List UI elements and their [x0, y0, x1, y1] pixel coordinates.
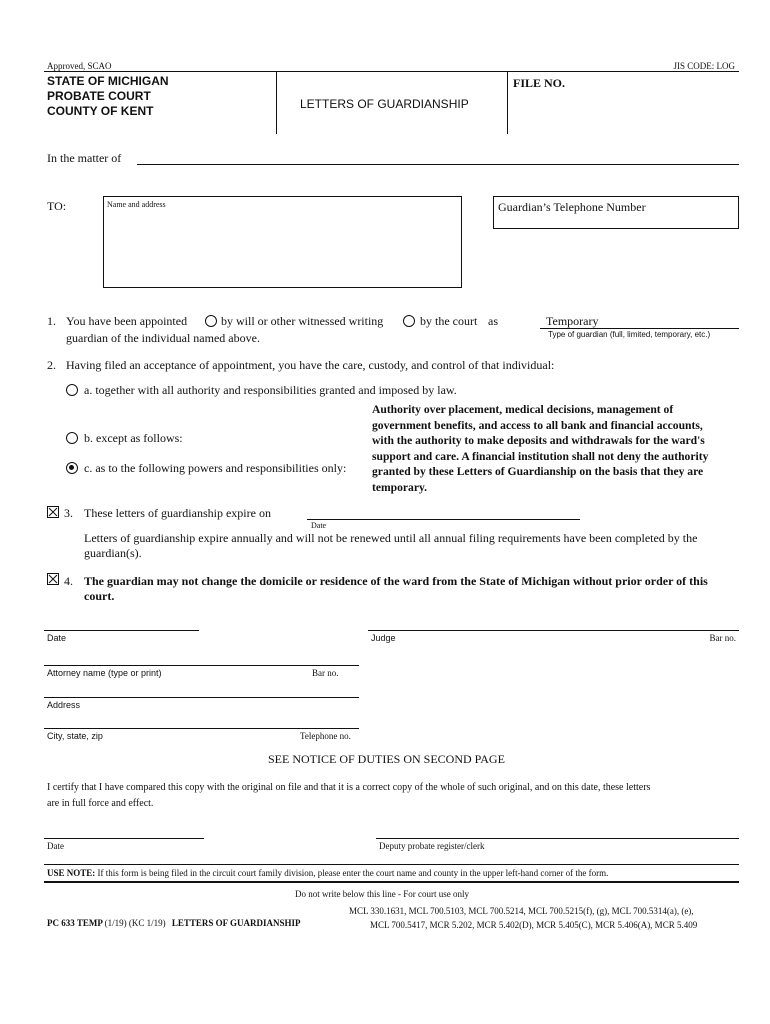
guardian-type-field: [540, 328, 739, 329]
radio-opt-c[interactable]: [66, 462, 78, 474]
date-signature-line[interactable]: [44, 630, 199, 631]
notice-text: SEE NOTICE OF DUTIES ON SECOND PAGE: [268, 752, 505, 766]
certify-date-line[interactable]: [44, 838, 204, 839]
item2-number: 2.: [47, 358, 56, 372]
item3-number: 3.: [64, 506, 73, 520]
certify-date-caption: Date: [47, 841, 64, 851]
address-line[interactable]: [44, 697, 359, 698]
item3-checkbox[interactable]: [47, 506, 59, 518]
date-caption: Date: [47, 633, 67, 643]
opt-will-label: by will or other witnessed writing: [221, 314, 384, 328]
form-title: LETTERS OF GUARDIANSHIP: [300, 97, 469, 111]
phone-box[interactable]: [493, 196, 739, 229]
court-use-note: Do not write below this line - For court use only: [295, 889, 469, 899]
address-caption: Address: [47, 700, 81, 710]
matter-label: In the matter of: [47, 151, 122, 165]
radio-opt-b[interactable]: [66, 432, 78, 444]
opt-b-label: b. except as follows:: [84, 431, 183, 445]
matter-field[interactable]: [137, 164, 739, 165]
item2-text: Having filed an acceptance of appointment, you have the care, custody, and control of that individual:: [66, 358, 555, 372]
as-text: as: [488, 314, 498, 328]
item4-checkbox[interactable]: [47, 573, 59, 585]
court-state: STATE OF MICHIGAN: [47, 74, 169, 88]
telephone-caption: Telephone no.: [300, 731, 351, 741]
opt-a-label: a. together with all authority and responsibilities granted and imposed by law.: [84, 383, 457, 397]
citations-1: MCL 330.1631, MCL 700.5103, MCL 700.5214, MCL 700.5215(f), (g), MCL 700.5314(a), (e),: [349, 906, 694, 916]
form-name: LETTERS OF GUARDIANSHIP: [171, 918, 301, 928]
opt-c-label: c. as to the following powers and responsibilities only:: [84, 461, 347, 475]
judge-signature-line[interactable]: [368, 630, 739, 631]
form-id: PC 633 TEMP: [47, 918, 103, 928]
radio-by-court[interactable]: [403, 315, 415, 327]
authority-text[interactable]: Authority over placement, medical decisions, management of government benefits, and access to all bank and financial accounts, with the authority to make deposits and withdrawals for the ward's support and care. A financial institution shall not deny the authority granted by these Letters of Guardianship on the basis that they are temporary.: [372, 403, 709, 494]
attorney-line[interactable]: [44, 665, 359, 666]
use-note-text: If this form is being filed in the circuit court family division, please enter the court name and county in the upper left-hand corner of the form.: [97, 868, 609, 878]
court-name: PROBATE COURT: [47, 89, 151, 103]
guardian-type-caption: Type of guardian (full, limited, temporary, etc.): [548, 330, 711, 339]
item1-text-b: guardian of the individual named above.: [66, 331, 260, 345]
city-line[interactable]: [44, 728, 359, 729]
item1-text-a: You have been appointed: [66, 314, 188, 328]
certify-text: I certify that I have compared this copy with the original on file and that it is a correct copy of the whole of such original, and on this date, these letters are in full force and effect.: [47, 782, 651, 809]
check-x-icon: [48, 507, 58, 517]
item4-text: The guardian may not change the domicile or residence of the ward from the State of Michigan without prior order of this court.: [84, 574, 708, 603]
use-note: [47, 868, 608, 878]
approved-label: Approved, SCAO: [47, 61, 112, 71]
form-rev: (1/19) (KC 1/19): [104, 918, 166, 928]
attorney-caption: Attorney name (type or print): [47, 668, 162, 678]
citations-2: MCL 700.5417, MCR 5.202, MCR 5.402(D), MCR 5.405(C), MCR 5.406(A), MCR 5.409: [370, 920, 698, 930]
attorney-bar-caption: Bar no.: [312, 668, 339, 678]
item4-number: 4.: [64, 574, 73, 588]
to-label: TO:: [47, 199, 67, 213]
opt-court-label: by the court: [420, 314, 478, 328]
phone-label: Guardian’s Telephone Number: [498, 200, 646, 214]
court-block: [47, 74, 169, 119]
form-id-block: [47, 918, 301, 928]
expire-date-caption: Date: [311, 521, 327, 530]
judge-caption: Judge: [371, 633, 396, 643]
deputy-line[interactable]: [376, 838, 739, 839]
use-note-label: USE NOTE:: [47, 868, 96, 878]
radio-opt-a[interactable]: [66, 384, 78, 396]
jis-code: JIS CODE: LOG: [673, 61, 735, 71]
file-no-label: FILE NO.: [513, 76, 566, 90]
court-county: COUNTY OF KENT: [47, 104, 154, 118]
deputy-caption: Deputy probate register/clerk: [379, 841, 485, 851]
name-address-box[interactable]: [103, 196, 462, 288]
item1-number: 1.: [47, 314, 56, 328]
radio-by-will[interactable]: [205, 315, 217, 327]
guardian-type-value[interactable]: Temporary: [546, 314, 599, 328]
name-address-label: Name and address: [107, 200, 166, 209]
check-x-icon: [48, 574, 58, 584]
city-caption: City, state, zip: [47, 731, 103, 741]
expire-date-field[interactable]: [307, 519, 580, 520]
judge-bar-caption: Bar no.: [709, 633, 736, 643]
item3-note: Letters of guardianship expire annually and will not be renewed until all annual filing requirements have been completed by the guardian(s).: [84, 531, 698, 560]
item3-text: These letters of guardianship expire on: [84, 506, 271, 520]
